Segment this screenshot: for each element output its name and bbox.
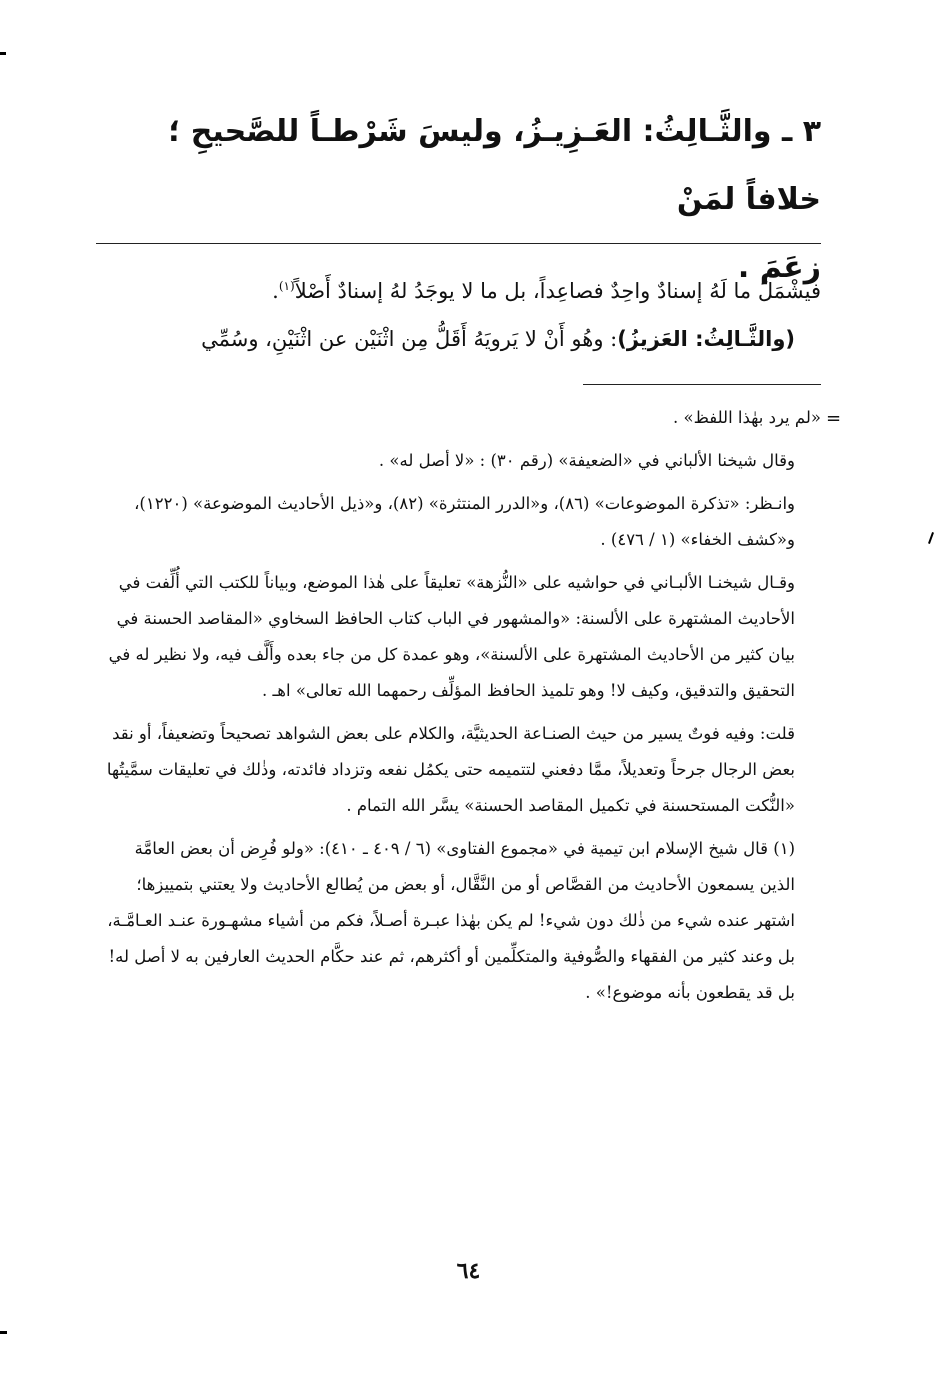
top-divider bbox=[96, 243, 821, 244]
footnote-ref: (١) bbox=[278, 279, 295, 293]
commentary-line-1: فيشْمَلُ ما لَهُ إسنادٌ واحِدٌ فصاعِداً، بل ما لا يوجَدُ لهُ إسنادٌ أَصْلاً$^{(١)}$. bbox=[272, 279, 821, 303]
commentary-line-2: (والثَّـالِثُ: العَزيزُ): وهُو أَنْ لا يَرويَهُ أَقَلُّ مِن اثْنَيْن عن اثْنَيْنِ، وسُمِّي bbox=[201, 327, 795, 351]
scan-mark bbox=[0, 1331, 7, 1334]
page-number: ٦٤ bbox=[456, 1258, 481, 1284]
footnote-paragraph: وقال شيخنا الألباني في «الضعيفة» (رقم ٣٠) : «لا أصل له» . bbox=[378, 451, 795, 470]
footnote-continuation-mark: = bbox=[826, 408, 842, 429]
footnote-divider bbox=[583, 384, 821, 385]
scan-mark bbox=[928, 532, 934, 544]
footnote-paragraph: قلت: وفيه فوتٌ يسير من حيث الصنـاعة الحديثيَّة، والكلام على بعض الشواهد تصحيحاً وتضعيفاً، أو نقد بعض الرجال جرحاً وتعديلاً، ممَّا دفعني لتتميمه حتى يكمُل نفعه وتزداد فائدته، وذٰلك في تعليقات سمَّيتُها «النُّكت المستحسنة في تكميل المقاصد الحسنة» يسَّر الله التمام . bbox=[106, 724, 795, 815]
heading-line-1: ٣ ـ والثَّـالِثُ: العَـزِيـزُ، وليسَ شَرْطـاً للصَّحيحِ ؛ خلافاً لمَنْ bbox=[168, 114, 821, 217]
term-label: (والثَّـالِثُ: العَزيزُ) bbox=[617, 327, 795, 351]
footnotes bbox=[96, 400, 821, 1018]
footnote-paragraph: وقـال شيخنـا الألبـاني في حواشيه على «النُّزهة» تعليقاً على هٰذا الموضع، وبياناً للكتب التي أُلِّفت في الأحاديث المشتهرة على الألسنة: «والمشهور في الباب كتاب الحافظ السخاوي «المقاصد الحسنة في بيان كثير من الأحاديث المشتهرة على الألسنة»، وهو عمدة كل من جاء بعده وأَلَّف فيه، ولا نظير له في التحقيق والتدقيق، وكيف لا! وهو تلميذ الحافظ المؤلِّف رحمهما الله تعالى» اهـ . bbox=[108, 573, 795, 700]
scan-mark bbox=[0, 52, 6, 55]
heading-line-2: زعَمَ . bbox=[737, 250, 821, 285]
footnote-1: (١) قال شيخ الإسلام ابن تيمية في «مجموع الفتاوى» (٦ / ٤٠٩ ـ ٤١٠): «ولو فُرِض أن بعض العامَّة الذين يسمعون الأحاديث من القصَّاص أو من النَّقَّال، أو بعض من يُطالع الأحاديث ولا يعتني بتمييزها؛ اشتهر عنده شيء من ذٰلك دون شيء! لم يكن بهٰذا عبـرة أصـلاً، فكم من أشياء مشهـورة عنـد العـامَّـة، بل وعند كثير من الفقهاء والصُّوفية والمتكلِّمين أو أكثرهم، ثم عند حكَّام الحديث العارفين به لا أصل له! بل قد يقطعون بأنه موضوع!» . bbox=[107, 839, 795, 1002]
commentary-text bbox=[96, 262, 821, 363]
footnote-paragraph: «لم يرد بهٰذا اللفظ» . bbox=[673, 408, 821, 427]
footnote-paragraph: وانـظر: «تذكرة الموضوعات» (٨٦)، و«الدرر المنتثرة» (٨٢)، و«ذيل الأحاديث الموضوعة» (١٢٢٠)، و«كشف الخفاء» (١ / ٤٧٦) . bbox=[134, 494, 795, 549]
